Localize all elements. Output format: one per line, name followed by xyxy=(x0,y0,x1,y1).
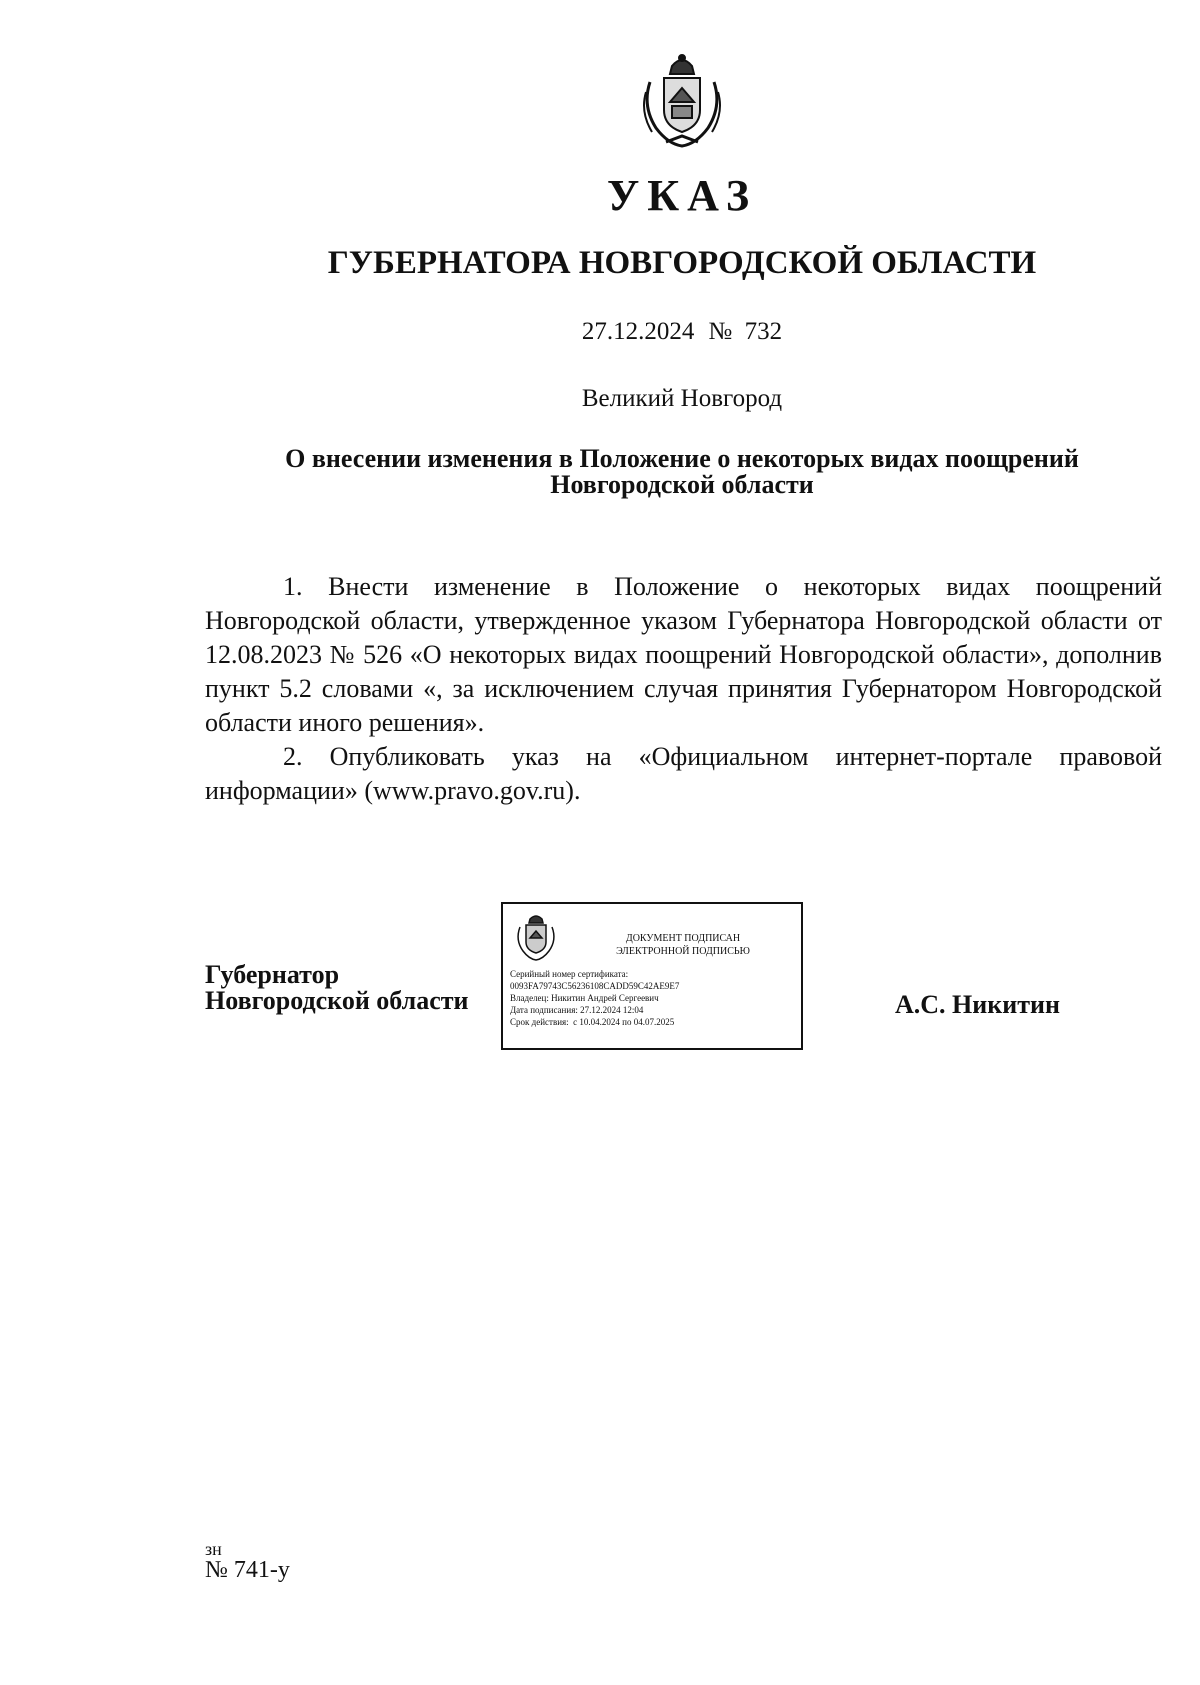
signatory-name: А.С. Никитин xyxy=(895,990,1060,1019)
place-of-issue: Великий Новгород xyxy=(581,385,783,412)
document-body xyxy=(205,570,1162,808)
stamp-heading-line-1: ДОКУМЕНТ ПОДПИСАН xyxy=(625,933,741,944)
date-number-line xyxy=(0,318,1200,346)
electronic-signature-stamp xyxy=(501,902,803,1050)
footer-number: № 741-у xyxy=(205,1557,290,1583)
issuer-title: ГУБЕРНАТОРА НОВГОРОДСКОЙ ОБЛАСТИ xyxy=(327,245,1037,281)
footer-registration xyxy=(205,1540,290,1582)
footer-code: зн xyxy=(205,1539,222,1559)
document-type: УКАЗ xyxy=(606,171,758,220)
stamp-details xyxy=(510,968,800,1028)
body-paragraph-2: 2. Опубликовать указ на «Официальном интернет-портале правовой информации» (www.pravo.gov.ru). xyxy=(205,742,1162,805)
stamp-owner: Владелец: Никитин Андрей Сергеевич xyxy=(510,993,659,1003)
subject-line-2: Новгородской области xyxy=(550,470,814,499)
document-number: № 732 xyxy=(708,318,783,345)
coat-of-arms-icon xyxy=(636,52,728,150)
stamp-signed-date: Дата подписания: 27.12.2024 12:04 xyxy=(510,1005,644,1015)
body-paragraph-1: 1. Внести изменение в Положение о некоторых видах поощрений Новгородской области, утвержденное указом Губернатора Новгородской области от 12.08.2023 № 526 «О некоторых видах поощрений Новгородской области», дополнив пункт 5.2 словами «, за исключением случая принятия Губернатором Новгородской области иного решения». xyxy=(205,572,1162,737)
stamp-serial-number: 0093FA79743C56236108CADD59C42AE9E7 xyxy=(510,981,680,991)
stamp-serial-label: Серийный номер сертификата: xyxy=(510,969,629,979)
subject-line-1: О внесении изменения в Положение о некоторых видах поощрений xyxy=(285,444,1079,473)
signatory-title xyxy=(205,962,469,1014)
stamp-coat-of-arms-icon xyxy=(513,912,559,962)
document-subject xyxy=(0,446,1200,498)
stamp-validity: Срок действия: с 10.04.2024 по 04.07.2025 xyxy=(510,1017,675,1027)
document-date: 27.12.2024 xyxy=(581,318,695,345)
signatory-title-line-1: Губернатор xyxy=(205,960,340,989)
stamp-heading-line-2: ЭЛЕКТРОННОЙ ПОДПИСЬЮ xyxy=(616,946,750,957)
signatory-title-line-2: Новгородской области xyxy=(205,986,469,1015)
stamp-heading xyxy=(573,932,793,958)
